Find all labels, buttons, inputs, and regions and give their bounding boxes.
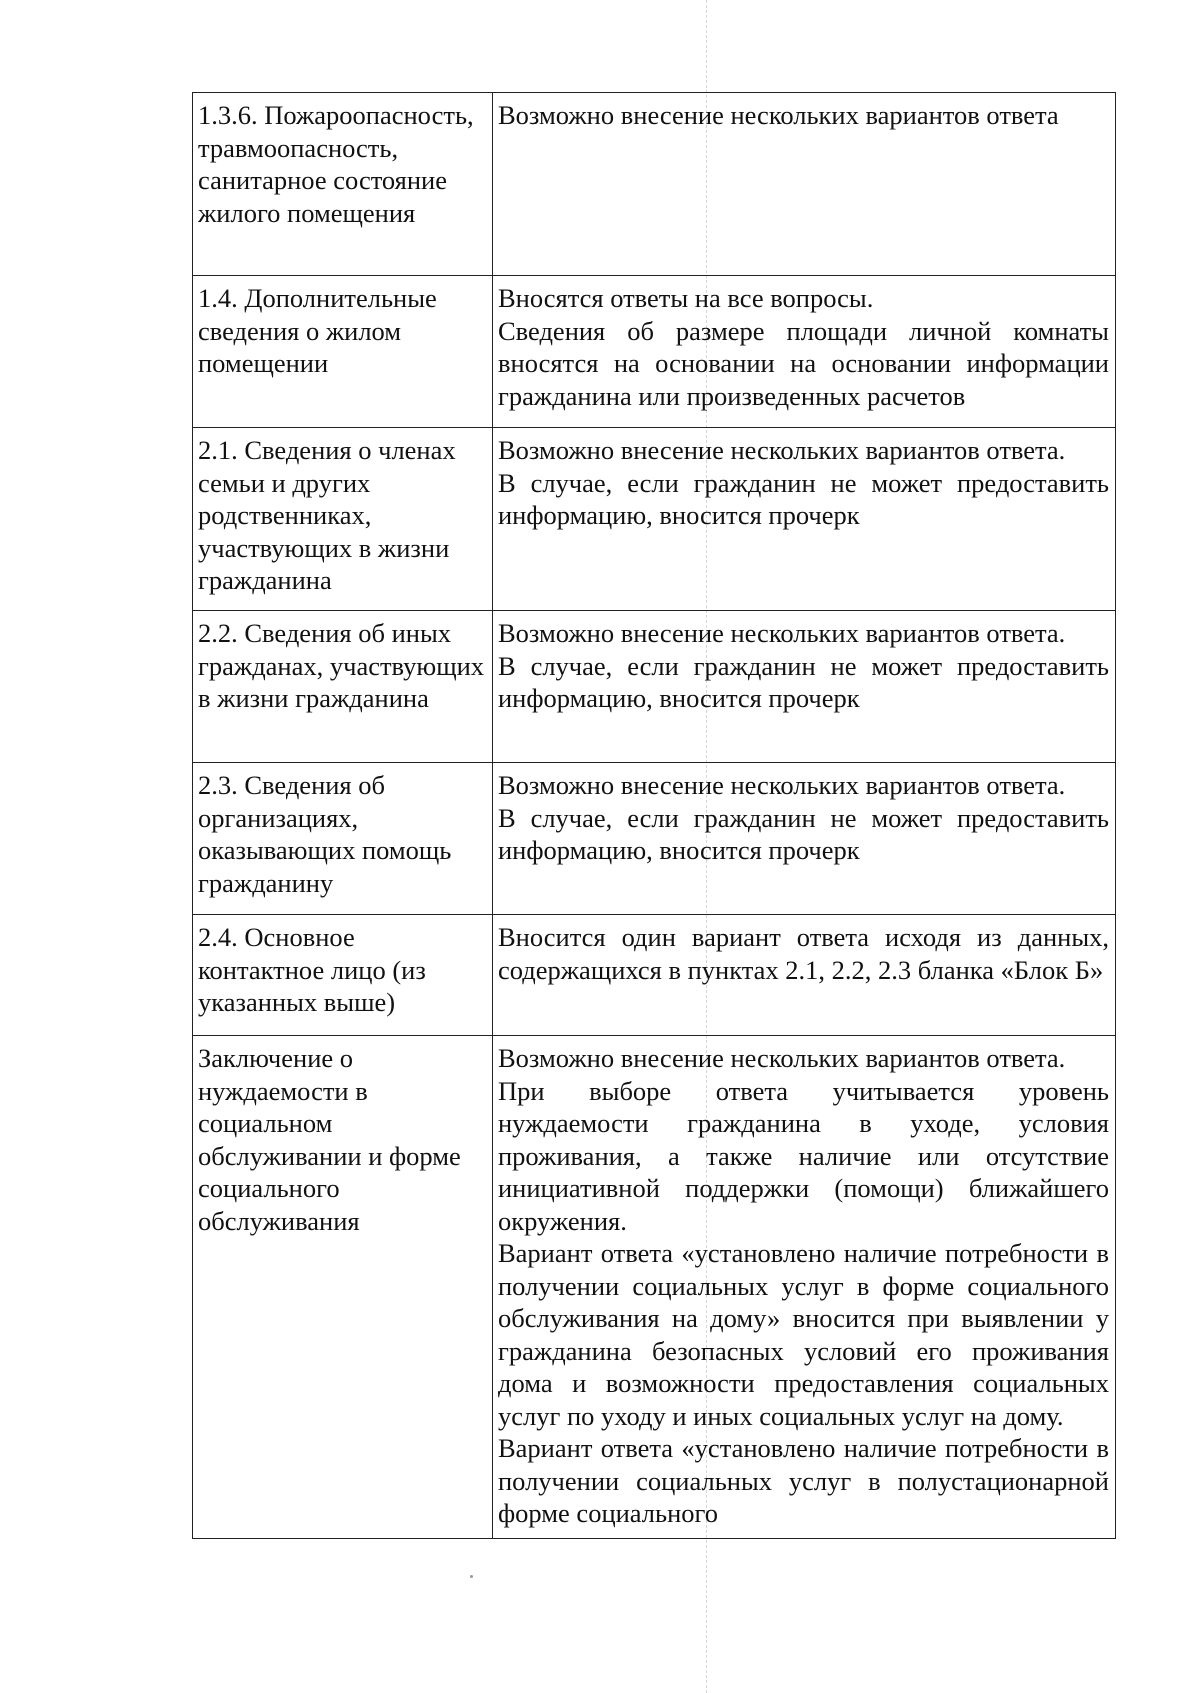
instructions-table <box>192 92 1116 1539</box>
instruction-cell <box>493 428 1116 611</box>
table-row <box>193 611 1116 763</box>
section-cell: 2.4. Основное контактное лицо (из указанных выше) <box>193 915 493 1036</box>
instruction-paragraph: В случае, если гражданин не может предоставить информацию, вносится прочерк <box>498 802 1109 865</box>
instruction-paragraph: Вносится один вариант ответа исходя из данных, содержащихся в пунктах 2.1, 2.2, 2.3 бланка «Блок Б» <box>498 922 1109 985</box>
instruction-paragraph: Сведения об размере площади личной комнаты вносятся на основании на основании информации гражданина или произведенных расчетов <box>498 315 1109 411</box>
instruction-cell <box>493 276 1116 428</box>
table-row <box>193 276 1116 428</box>
table-row <box>193 1036 1116 1539</box>
section-cell: 1.4. Дополнительные сведения о жилом помещении <box>193 276 493 428</box>
scan-speck <box>470 1575 473 1578</box>
section-cell: 1.3.6. Пожароопасность, травмоопасность, санитарное состояние жилого помещения <box>193 93 493 276</box>
instruction-paragraph: При выборе ответа учитывается уровень нуждаемости гражданина в уходе, условия проживания, а также наличие или отсутствие инициативной поддержки (помощи) ближайшего окружения. <box>498 1075 1109 1236</box>
table-row <box>193 93 1116 276</box>
table-row <box>193 763 1116 915</box>
instruction-cell <box>493 915 1116 1036</box>
instruction-paragraph: Вносятся ответы на все вопросы. <box>498 283 874 313</box>
instruction-paragraph: Вариант ответа «установлено наличие потребности в получении социальных услуг в полустационарной форме социального <box>498 1433 1109 1528</box>
instruction-paragraph: Возможно внесение нескольких вариантов ответа. <box>498 1043 1066 1073</box>
instruction-cell <box>493 611 1116 763</box>
instruction-paragraph: В случае, если гражданин не может предоставить информацию, вносится прочерк <box>498 650 1109 713</box>
instruction-paragraph: Возможно внесение нескольких вариантов ответа. <box>498 770 1066 800</box>
section-cell: 2.2. Сведения об иных гражданах, участвующих в жизни гражданина <box>193 611 493 763</box>
instruction-cell <box>493 1036 1116 1539</box>
instruction-cell <box>493 93 1116 276</box>
section-cell: 2.3. Сведения об организациях, оказывающих помощь гражданину <box>193 763 493 915</box>
instruction-paragraph: Возможно внесение нескольких вариантов ответа <box>498 100 1059 130</box>
instruction-paragraph: Возможно внесение нескольких вариантов ответа. <box>498 435 1066 465</box>
instruction-paragraph: Возможно внесение нескольких вариантов ответа. <box>498 618 1066 648</box>
section-cell: 2.1. Сведения о членах семьи и других родственниках, участвующих в жизни гражданина <box>193 428 493 611</box>
instruction-paragraph: В случае, если гражданин не может предоставить информацию, вносится прочерк <box>498 467 1109 530</box>
instruction-cell <box>493 763 1116 915</box>
instruction-paragraph: Вариант ответа «установлено наличие потребности в получении социальных услуг в форме социального обслуживания на дому» вносится при выявлении у гражданина безопасных условий его проживания дома и возможности предоставления социальных услуг по уходу и иных социальных услуг на дому. <box>498 1238 1109 1431</box>
table-row <box>193 915 1116 1036</box>
table-row <box>193 428 1116 611</box>
section-cell: Заключение о нуждаемости в социальном обслуживании и форме социального обслуживания <box>193 1036 493 1539</box>
